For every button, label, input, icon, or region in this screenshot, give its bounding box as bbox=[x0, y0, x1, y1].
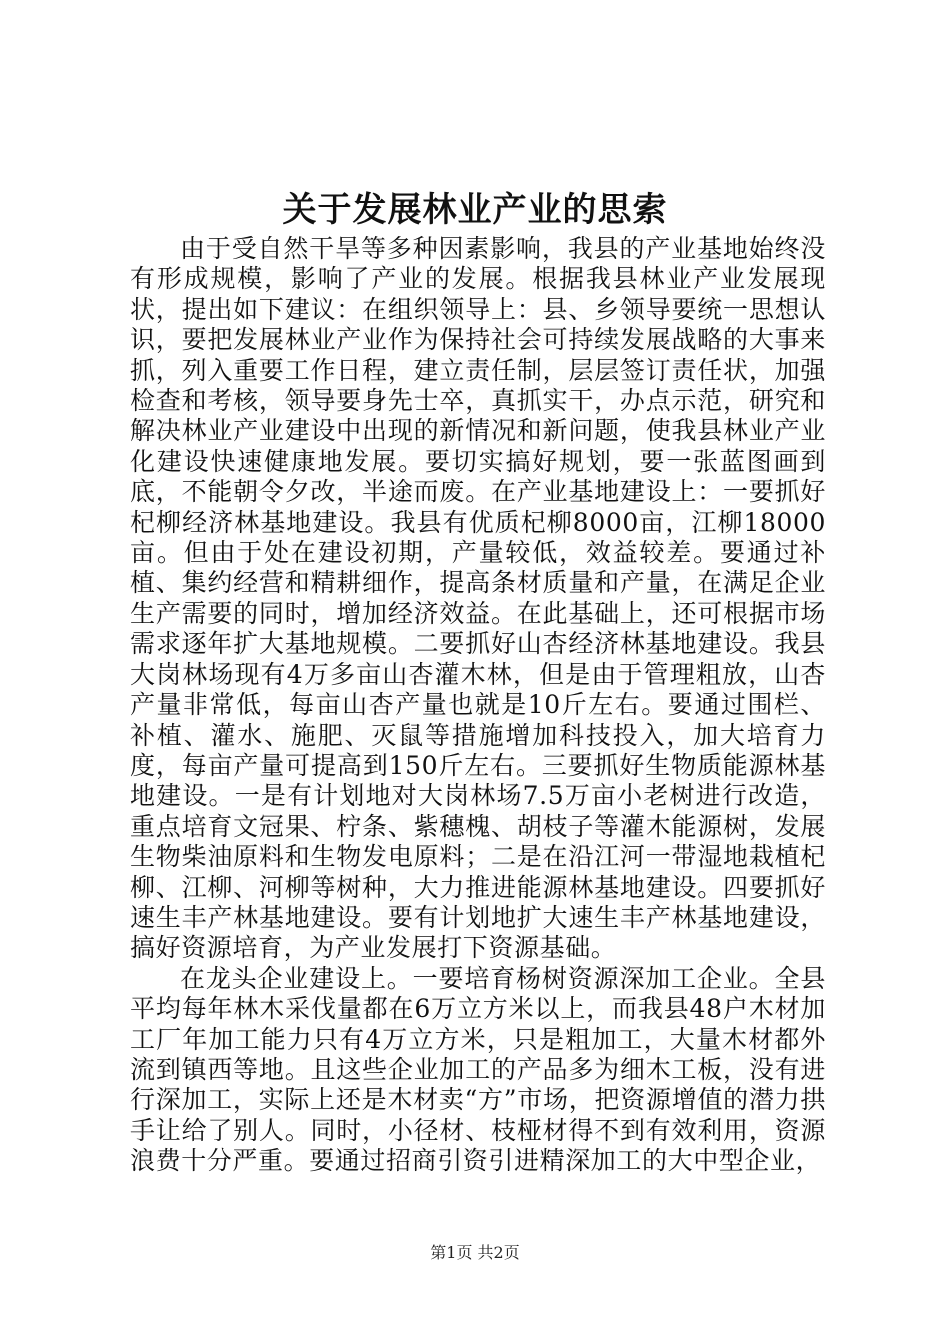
paragraph-1: 由于受自然干旱等多种因素影响，我县的产业基地始终没有形成规模，影响了产业的发展。根据我县林业产业发展现状，提出如下建议：在组织领导上：县、乡领导要统一思想认识，要把发展林业产业作为保持社会可持续发展战略的大事来抓，列入重要工作日程，建立责任制，层层签订责任状，加强检查和考核，领导要身先士卒，真抓实干，办点示范，研究和解决林业产业建设中出现的新情况和新问题，使我县林业产业化建设快速健康地发展。要切实搞好规划，要一张蓝图画到底，不能朝令夕改，半途而废。在产业基地建设上：一要抓好杞柳经济林基地建设。我县有优质杞柳8000亩，江柳18000亩。但由于处在建设初期，产量较低，效益较差。要通过补植、集约经营和精耕细作，提高条材质量和产量，在满足企业生产需要的同时，增加经济效益。在此基础上，还可根据市场需求逐年扩大基地规模。二要抓好山杏经济林基地建设。我县大岗林场现有4万多亩山杏灌木林，但是由于管理粗放，山杏产量非常低，每亩山杏产量也就是10斤左右。要通过围栏、补植、灌水、施肥、灭鼠等措施增加科技投入，加大培育力度，每亩产量可提高到150斤左右。三要抓好生物质能源林基地建设。一是有计划地对大岗林场7.5万亩小老树进行改造，重点培育文冠果、柠条、紫穗槐、胡枝子等灌木能源树，发展生物柴油原料和生物发电原料；二是在沿江河一带湿地栽植杞柳、江柳、河柳等树种，大力推进能源林基地建设。四要抓好速生丰产林基地建设。要有计划地扩大速生丰产林基地建设，搞好资源培育，为产业发展打下资源基础。 bbox=[130, 234, 826, 963]
page-footer: 第1页 共2页 bbox=[430, 1243, 520, 1262]
document-body bbox=[130, 234, 826, 1177]
document-title: 关于发展林业产业的思索 bbox=[282, 190, 668, 230]
paragraph-2: 在龙头企业建设上。一要培育杨树资源深加工企业。全县平均每年林木采伐量都在6万立方米以上，而我县48户木材加工厂年加工能力只有4万立方米，只是粗加工，大量木材都外流到镇西等地。且这些企业加工的产品多为细木工板，没有进行深加工，实际上还是木材卖“方”市场，把资源增值的潜力拱手让给了别人。同时，小径材、枝桠材得不到有效利用，资源浪费十分严重。要通过招商引资引进精深加工的大中型企业， bbox=[130, 963, 826, 1176]
